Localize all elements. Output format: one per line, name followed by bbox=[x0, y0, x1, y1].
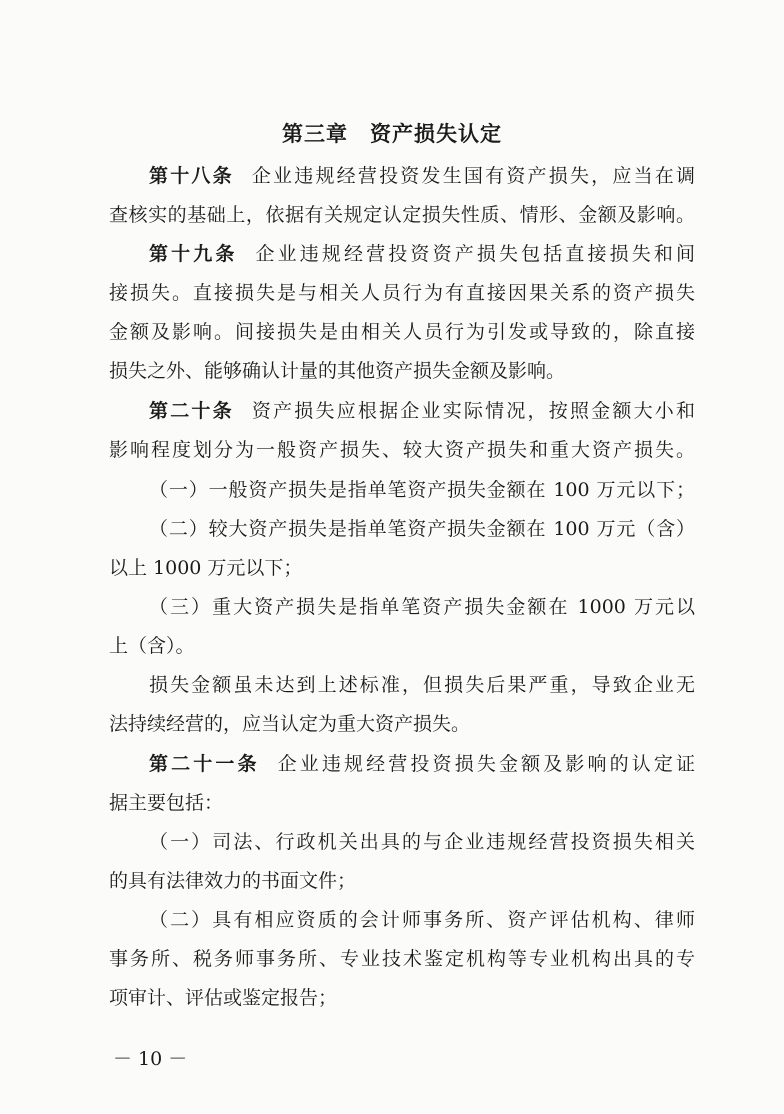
article-18-line-2: 查核实的基础上，依据有关规定认定损失性质、情形、金额及影响。 bbox=[109, 204, 695, 226]
article-20-item-1: （一）一般资产损失是指单笔资产损失金额在 100 万元以下； bbox=[149, 479, 695, 501]
article-18-line-1 bbox=[149, 163, 695, 189]
article-20-paragraph-line-1: 损失金额虽未达到上述标准，但损失后果严重，导致企业无 bbox=[149, 674, 695, 696]
article-19-line-1 bbox=[149, 241, 695, 267]
article-21-item-2-line-1: （二）具有相应资质的会计师事务所、资产评估机构、律师 bbox=[149, 909, 695, 931]
article-20-item-3-line-1: （三）重大资产损失是指单笔资产损失金额在 1000 万元以 bbox=[149, 596, 695, 618]
article-21-text-1: 企业违规经营投资损失金额及影响的认定证 bbox=[277, 753, 695, 775]
article-21-heading: 第二十一条 bbox=[149, 753, 260, 775]
article-18-heading: 第十八条 bbox=[149, 165, 234, 187]
article-20-line-1 bbox=[149, 398, 695, 424]
article-21-item-1-line-1: （一）司法、行政机关出具的与企业违规经营投资损失相关 bbox=[149, 831, 695, 853]
article-21-line-2: 据主要包括： bbox=[109, 792, 224, 814]
article-21-line-1 bbox=[149, 751, 695, 777]
chapter-label: 第三章 bbox=[282, 122, 348, 146]
page-number: － 10 － bbox=[113, 1048, 188, 1070]
article-20-heading: 第二十条 bbox=[149, 400, 234, 422]
article-20-item-2-line-1: （二）较大资产损失是指单笔资产损失金额在 100 万元（含） bbox=[149, 518, 695, 540]
article-20-item-2-line-2: 以上 1000 万元以下； bbox=[109, 557, 303, 579]
article-18-text-1: 企业违规经营投资发生国有资产损失，应当在调 bbox=[251, 165, 695, 187]
article-20-text-1: 资产损失应根据企业实际情况，按照金额大小和 bbox=[251, 400, 695, 422]
article-20-item-3-line-2: 上（含）。 bbox=[109, 635, 195, 657]
article-19-line-2: 接损失。直接损失是与相关人员行为有直接因果关系的资产损失 bbox=[109, 282, 695, 304]
chapter-name: 资产损失认定 bbox=[370, 122, 502, 146]
article-21-item-2-line-2: 事务所、税务师事务所、专业技术鉴定机构等专业机构出具的专 bbox=[109, 948, 695, 970]
article-19-heading: 第十九条 bbox=[149, 243, 238, 265]
chapter-title bbox=[0, 118, 784, 148]
article-19-line-3: 金额及影响。间接损失是由相关人员行为引发或导致的，除直接 bbox=[109, 321, 695, 343]
article-19-text-1: 企业违规经营投资资产损失包括直接损失和间 bbox=[255, 243, 695, 265]
article-20-line-2: 影响程度划分为一般资产损失、较大资产损失和重大资产损失。 bbox=[109, 439, 695, 461]
article-21-item-1-line-2: 的具有法律效力的书面文件； bbox=[109, 870, 357, 892]
article-19-line-4: 损失之外、能够确认计量的其他资产损失金额及影响。 bbox=[109, 360, 566, 382]
article-20-paragraph-line-2: 法持续经营的，应当认定为重大资产损失。 bbox=[109, 713, 471, 735]
article-21-item-2-line-3: 项审计、评估或鉴定报告； bbox=[109, 987, 338, 1009]
